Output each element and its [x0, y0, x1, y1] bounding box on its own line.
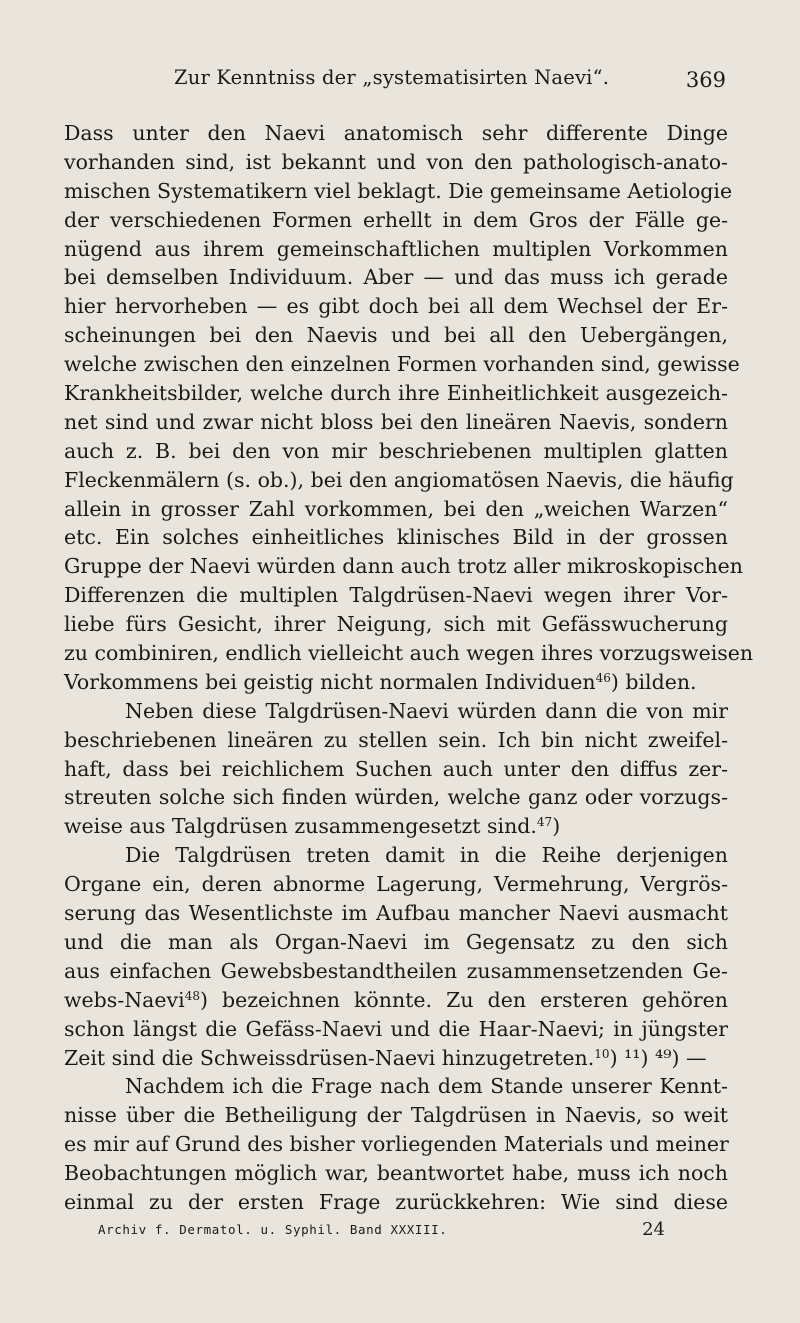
text-line	[64, 783, 728, 812]
text-line-tail: ) bezeichnen könnte. Zu den ersteren gehören	[199, 987, 728, 1012]
text-line-content: etc. Ein solches einheitliches klinisches Bild in der grossen	[64, 525, 728, 550]
text-line	[64, 870, 728, 899]
text-line-content: serung das Wesentlichste im Aufbau mancher Naevi ausmacht	[64, 901, 728, 926]
text-line-content: Fleckenmälern (s. ob.), bei den angiomatösen Naevis, die häufig	[64, 467, 734, 492]
text-line	[64, 148, 728, 177]
text-line-content: auch z. B. bei den von mir beschriebenen multiplen glatten	[64, 438, 728, 463]
text-line-tail: ) bilden.	[610, 669, 697, 694]
footnote-reference: 46	[595, 670, 611, 685]
text-line	[64, 235, 728, 264]
text-line-content: Gruppe der Naevi würden dann auch trotz aller mikroskopischen	[64, 554, 743, 579]
text-line-content: allein in grosser Zahl vorkommen, bei den „weichen Warzen“	[64, 496, 728, 521]
text-line-content: nisse über die Betheiligung der Talgdrüsen in Naevis, so weit	[64, 1103, 728, 1128]
text-line-content: Krankheitsbilder, welche durch ihre Einheitlichkeit ausgezeich-	[64, 381, 728, 406]
text-line	[64, 350, 740, 379]
text-line-content: weise aus Talgdrüsen zusammengesetzt sind.	[64, 814, 537, 839]
text-line	[64, 408, 728, 437]
text-line	[64, 263, 728, 292]
text-line	[64, 437, 728, 466]
text-line	[64, 1188, 728, 1217]
text-line-content: der verschiedenen Formen erhellt in dem Gros der Fälle ge-	[64, 207, 728, 232]
text-line	[64, 1101, 728, 1130]
page-number: 369	[685, 68, 726, 92]
text-line-content: Beobachtungen möglich war, beantwortet habe, muss ich noch	[64, 1161, 728, 1186]
text-line-content: welche zwischen den einzelnen Formen vorhanden sind, gewisse	[64, 352, 740, 377]
text-line	[64, 726, 728, 755]
text-line	[64, 552, 743, 581]
text-line-content: und die man als Organ-Naevi im Gegensatz zu den sich	[64, 929, 728, 954]
journal-signature: Archiv f. Dermatol. u. Syphil. Band XXXIII.	[98, 1222, 448, 1237]
footnote-reference: 48	[184, 988, 200, 1003]
text-line-content: einmal zu der ersten Frage zurückkehren: Wie sind diese	[64, 1189, 728, 1214]
text-line-content: liebe fürs Gesicht, ihrer Neigung, sich mit Gefässwucherung	[64, 612, 728, 637]
text-line-tail: )	[552, 814, 561, 839]
footnote-reference: 10	[594, 1046, 610, 1061]
text-line-content: es mir auf Grund des bisher vorliegenden Materials und meiner	[64, 1132, 729, 1157]
text-line	[64, 755, 728, 784]
text-line-content: bei demselben Individuum. Aber — und das muss ich gerade	[64, 265, 728, 290]
text-line	[64, 523, 728, 552]
text-line-content: Neben diese Talgdrüsen-Naevi würden dann die von mir	[125, 698, 728, 723]
text-line	[64, 1044, 728, 1073]
body-text	[64, 119, 754, 1217]
text-line	[64, 466, 734, 495]
text-line-content: Nachdem ich die Frage nach dem Stande unserer Kennt-	[125, 1074, 728, 1099]
text-line-content: Zeit sind die Schweissdrüsen-Naevi hinzugetreten.	[64, 1045, 595, 1070]
text-line	[64, 379, 728, 408]
text-line	[64, 639, 754, 668]
text-line	[64, 812, 728, 841]
text-line	[64, 899, 728, 928]
text-line	[64, 321, 728, 350]
text-line	[64, 610, 728, 639]
running-title: Zur Kenntniss der „systematisirten Naevi“.	[174, 66, 610, 89]
page-header	[64, 66, 728, 96]
page-footer	[98, 1219, 665, 1246]
sheet-number: 24	[642, 1219, 665, 1240]
text-line	[64, 697, 728, 726]
text-line	[64, 581, 728, 610]
text-line	[64, 841, 728, 870]
text-line-content: hier hervorheben — es gibt doch bei all dem Wechsel der Er-	[64, 294, 728, 319]
text-line	[64, 292, 728, 321]
text-line-content: aus einfachen Gewebsbestandtheilen zusammensetzenden Ge-	[64, 958, 728, 983]
text-line-content: nügend aus ihrem gemeinschaftlichen multiplen Vorkommen	[64, 236, 728, 261]
text-line-content: Vorkommens bei geistig nicht normalen Individuen	[64, 669, 596, 694]
text-line-content: Differenzen die multiplen Talgdrüsen-Naevi wegen ihrer Vor-	[64, 583, 728, 608]
text-line-content: vorhanden sind, ist bekannt und von den pathologisch-anato-	[64, 149, 728, 174]
text-line	[64, 177, 733, 206]
text-line	[64, 1015, 728, 1044]
text-line	[64, 928, 728, 957]
footnote-reference: 47	[536, 815, 553, 830]
text-line-content: Organe ein, deren abnorme Lagerung, Vermehrung, Vergrös-	[64, 872, 728, 897]
text-line	[64, 206, 728, 235]
text-line	[64, 957, 728, 986]
text-line	[64, 1072, 728, 1101]
text-line-content: scheinungen bei den Naevis und bei all den Uebergängen,	[64, 323, 728, 348]
text-line-tail: ) ¹¹) ⁴⁹) —	[609, 1045, 707, 1070]
text-line	[64, 1159, 728, 1188]
text-line-content: schon längst die Gefäss-Naevi und die Haar-Naevi; in jüngster	[64, 1016, 728, 1041]
text-line-content: haft, dass bei reichlichem Suchen auch unter den diffus zer-	[64, 756, 728, 781]
text-line	[64, 668, 728, 697]
text-line	[64, 495, 728, 524]
text-line	[64, 119, 728, 148]
text-line-content: Dass unter den Naevi anatomisch sehr differente Dinge	[64, 121, 728, 145]
text-line	[64, 1130, 728, 1159]
text-line-content: net sind und zwar nicht bloss bei den lineären Naevis, sondern	[64, 409, 728, 434]
text-line-content: mischen Systematikern viel beklagt. Die gemeinsame Aetiologie	[64, 178, 733, 203]
text-line-content: Die Talgdrüsen treten damit in die Reihe derjenigen	[125, 843, 728, 868]
text-line-content: streuten solche sich finden würden, welche ganz oder vorzugs-	[64, 785, 728, 810]
text-line-content: webs-Naevi	[64, 987, 185, 1012]
text-line	[64, 986, 728, 1015]
text-line-content: beschriebenen lineären zu stellen sein. Ich bin nicht zweifel-	[64, 727, 728, 752]
text-line-content: zu combiniren, endlich vielleicht auch wegen ihres vorzugsweisen	[64, 641, 754, 666]
